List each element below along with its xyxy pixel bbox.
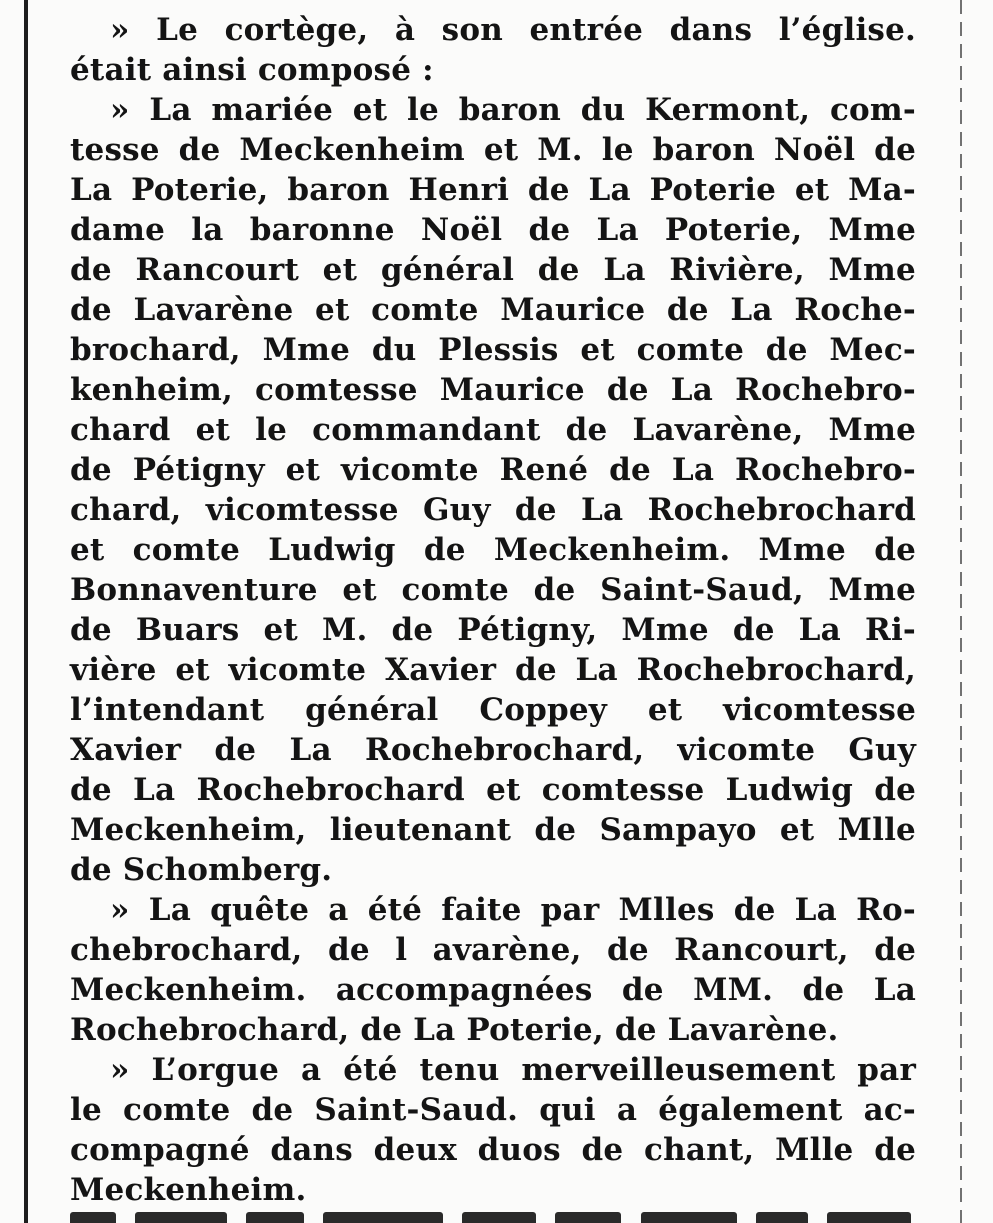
text-line: Meckenheim, lieutenant de Sampayo et Mlle [70,812,916,848]
cropped-bottom-text-fragment [70,1212,930,1223]
text-line: » Le cortège, à son entrée dans l’église. [110,12,916,48]
text-line: chard et le commandant de Lavarène, Mme [70,412,916,448]
left-column-rule [24,0,28,1223]
text-line: » La quête a été faite par Mlles de La Ro- [110,892,916,928]
paragraph-procession-list [70,90,916,890]
text-line: de Schomberg. [70,852,333,888]
ink-fragment [135,1212,227,1223]
text-line: chebrochard, de l avarène, de Rancourt, de [70,932,916,968]
text-line: vière et vicomte Xavier de La Rochebrochard, [70,652,916,688]
paragraph-organ [70,1050,916,1210]
ink-fragment [462,1212,536,1223]
text-line: Meckenheim. [70,1172,307,1208]
text-line: tesse de Meckenheim et M. le baron Noël de [70,132,916,168]
text-line: était ainsi composé : [70,52,434,88]
text-line: compagné dans deux duos de chant, Mlle de [70,1132,916,1168]
text-line: et comte Ludwig de Meckenheim. Mme de [70,532,916,568]
text-line: Meckenheim. accompagnées de MM. de La [70,972,916,1008]
text-line: La Poterie, baron Henri de La Poterie et Ma- [70,172,916,208]
ink-fragment [323,1212,443,1223]
text-line: » L’orgue a été tenu merveilleusement par [110,1052,916,1088]
text-line: Bonnaventure et comte de Saint-Saud, Mme [70,572,916,608]
text-line: de Lavarène et comte Maurice de La Roche- [70,292,916,328]
text-line: brochard, Mme du Plessis et comte de Mec- [70,332,916,368]
text-line: Xavier de La Rochebrochard, vicomte Guy [70,732,916,768]
text-line: de Buars et M. de Pétigny, Mme de La Ri- [70,612,916,648]
text-line: l’intendant général Coppey et vicomtesse [70,692,916,728]
ink-fragment [641,1212,737,1223]
text-line: de Rancourt et général de La Rivière, Mme [70,252,916,288]
paragraph-cortege [70,10,916,90]
cropped-top-text-fragment [70,0,230,4]
article-column [70,10,916,1210]
text-line: de La Rochebrochard et comtesse Ludwig de [70,772,916,808]
text-line: dame la baronne Noël de La Poterie, Mme [70,212,916,248]
right-column-rule [960,0,962,1223]
text-line: Rochebrochard, de La Poterie, de Lavarène. [70,1012,839,1048]
text-line: chard, vicomtesse Guy de La Rochebrochard [70,492,916,528]
text-line: kenheim, comtesse Maurice de La Rochebro- [70,372,916,408]
text-line: de Pétigny et vicomte René de La Rochebro- [70,452,916,488]
paragraph-collection [70,890,916,1050]
ink-fragment [756,1212,808,1223]
ink-fragment [555,1212,621,1223]
ink-fragment [246,1212,304,1223]
ink-fragment [827,1212,911,1223]
text-line: le comte de Saint-Saud. qui a également ac- [70,1092,916,1128]
ink-fragment [70,1212,116,1223]
text-line: » La mariée et le baron du Kermont, com- [110,92,916,128]
